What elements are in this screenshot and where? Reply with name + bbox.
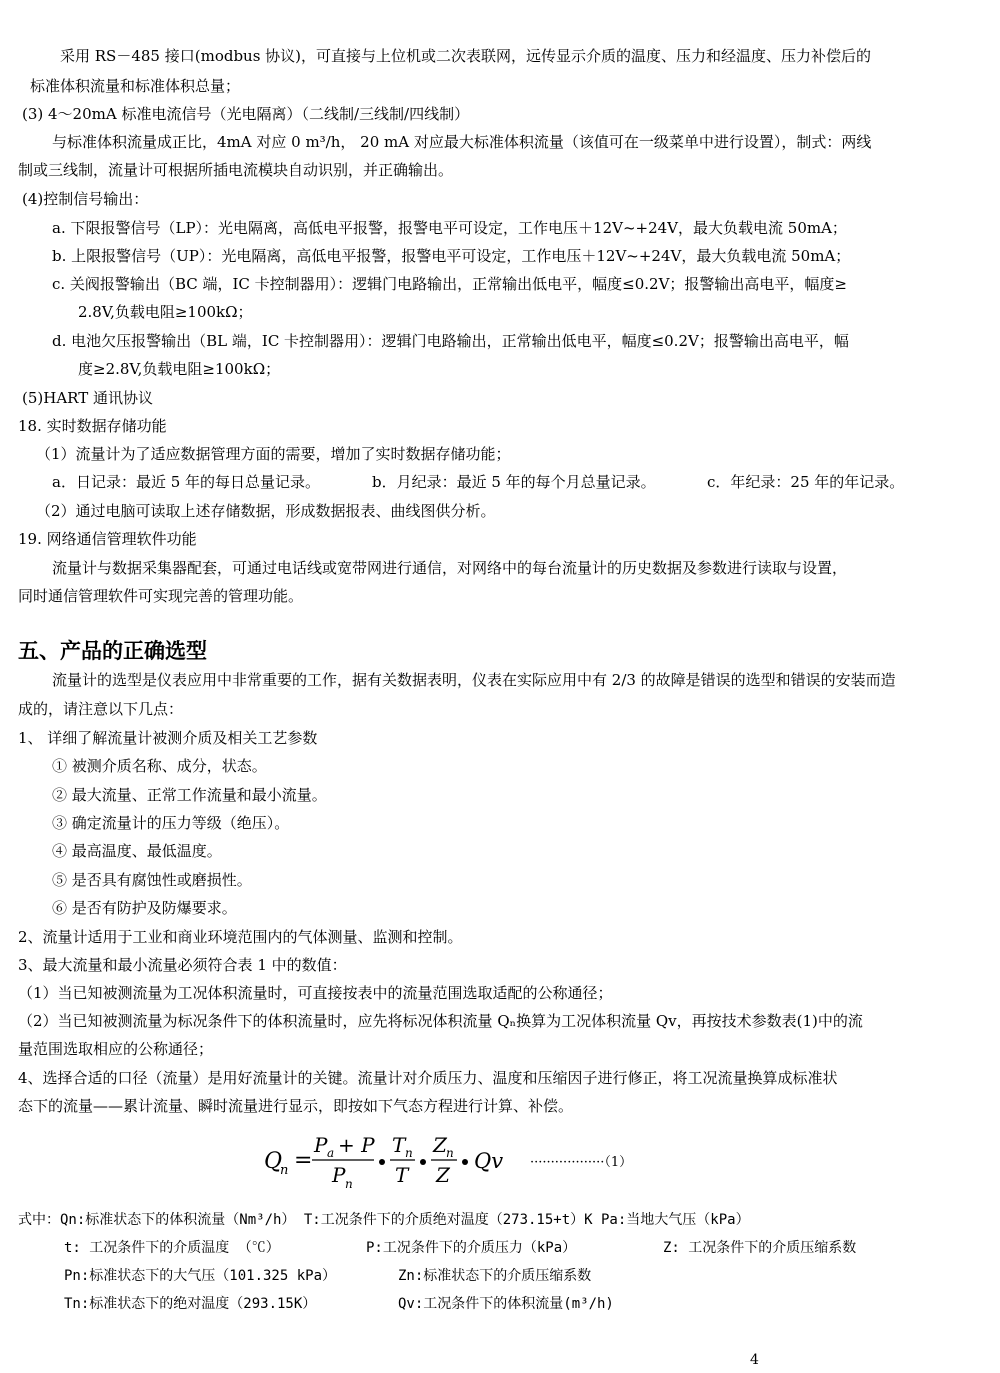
section5-item-4: ④ 最高温度、最低温度。 — [52, 842, 222, 860]
formula-num1: P — [314, 1133, 328, 1157]
item4-d-line-1: d. 电池欠压报警输出（BL 端，IC 卡控制器用）：逻辑门电路输出，正常输出低电平，幅度≤0.2V；报警输出高电平，幅 — [52, 332, 849, 350]
section-5-heading: 五、产品的正确选型 — [18, 639, 207, 663]
section5-point-2: 2、流量计适用于工业和商业环境范围内的气体测量、监测和控制。 — [18, 928, 463, 946]
legend-row-4b: Qv:工况条件下的体积流量(m³/h) — [398, 1296, 614, 1312]
formula-den1: P — [332, 1163, 346, 1187]
item3-line-1: 与标准体积流量成正比，4mA 对应 0 m³/h， 20 mA 对应最大标准体积流量（该值可在一级菜单中进行设置），制式：两线 — [52, 133, 872, 151]
dot-operator-3 — [462, 1159, 468, 1165]
section5-point-3b-line-2: 量范围选取相应的公称通径； — [18, 1040, 214, 1058]
section5-point-4-line-1: 4、选择合适的口径（流量）是用好流量计的关键。流量计对介质压力、温度和压缩因子进行修正，将工况流量换算成标准状 — [18, 1069, 838, 1087]
section19-title: 19. 网络通信管理软件功能 — [18, 530, 197, 548]
section5-item-2: ② 最大流量、正常工作流量和最小流量。 — [52, 786, 327, 804]
formula-lhs: Q — [264, 1149, 283, 1174]
item5-title: (5)HART 通讯协议 — [22, 389, 153, 407]
formula-equals: = — [294, 1148, 313, 1173]
legend-row-3a: Pn:标准状态下的大气压（101.325 kPa） — [64, 1268, 337, 1284]
formula-den1-sub: n — [345, 1177, 353, 1190]
item4-c-line-2: 2.8V,负载电阻≥100kΩ； — [78, 303, 253, 321]
legend-row-2a: t: 工况条件下的介质温度 （℃） — [64, 1240, 280, 1256]
section5-point-4-line-2: 态下的流量——累计流量、瞬时流量进行显示，即按如下气态方程进行计算、补偿。 — [18, 1097, 574, 1115]
page-number: 4 — [750, 1352, 759, 1368]
gas-equation-formula — [262, 1130, 702, 1190]
section5-item-3: ③ 确定流量计的压力等级（绝压）。 — [52, 814, 290, 832]
formula-tail: Qv — [474, 1149, 504, 1173]
section5-point-3: 3、最大流量和最小流量必须符合表 1 中的数值： — [18, 956, 347, 974]
section5-point-1: 1、 详细了解流量计被测介质及相关工艺参数 — [18, 729, 318, 747]
section5-item-6: ⑥ 是否有防护及防爆要求。 — [52, 899, 237, 917]
formula-den3: Z — [436, 1163, 450, 1187]
formula-num2: T — [392, 1133, 406, 1157]
formula-num3-sub: n — [446, 1146, 454, 1160]
intro-line-1: 采用 RS－485 接口(modbus 协议)，可直接与上位机或二次表联网，远传显示介质的温度、压力和经温度、压力补偿后的 — [60, 47, 872, 65]
legend-row-4a: Tn:标准状态下的绝对温度（293.15K） — [64, 1296, 317, 1312]
legend-row-3b: Zn:标准状态下的介质压缩系数 — [398, 1268, 592, 1284]
dot-operator-2 — [420, 1159, 426, 1165]
section5-item-1: ① 被测介质名称、成分，状态。 — [52, 757, 267, 775]
intro-line-2: 标准体积流量和标准体积总量； — [30, 77, 241, 95]
formula-num3: Z — [433, 1133, 447, 1157]
section18-b: b．月纪录：最近 5 年的每个月总量记录。 — [372, 473, 656, 491]
item3-title: (3) 4～20mA 标准电流信号（光电隔离）（二线制/三线制/四线制） — [22, 105, 470, 123]
section18-p1: （1）流量计为了适应数据管理方面的需要，增加了实时数据存储功能； — [36, 445, 511, 463]
section18-title: 18. 实时数据存储功能 — [18, 417, 167, 435]
formula-den2: T — [395, 1163, 409, 1187]
section5-intro-2: 成的，请注意以下几点： — [18, 700, 184, 718]
legend-row-1: 式中：Qn:标准状态下的体积流量（Nm³/h） T:工况条件下的介质绝对温度（273.15+t）K Pa:当地大气压（kPa） — [18, 1212, 750, 1228]
section5-point-3a: （1）当已知被测流量为工况体积流量时，可直接按表中的流量范围选取适配的公称通径； — [18, 984, 613, 1002]
formula-equation-number: ··················（1） — [530, 1155, 633, 1170]
section5-item-5: ⑤ 是否具有腐蚀性或磨损性。 — [52, 871, 252, 889]
section19-line-2: 同时通信管理软件可实现完善的管理功能。 — [18, 587, 304, 605]
item4-title: (4)控制信号输出： — [22, 190, 149, 208]
item4-c-line-1: c. 关阀报警输出（BC 端，IC 卡控制器用）：逻辑门电路输出，正常输出低电平，幅度≤0.2V；报警输出高电平，幅度≥ — [52, 275, 847, 293]
section5-intro-1: 流量计的选型是仪表应用中非常重要的工作，据有关数据表明，仪表在实际应用中有 2/3 的故障是错误的选型和错误的安装而造 — [52, 671, 896, 689]
legend-row-2b: P:工况条件下的介质压力（kPa） — [366, 1240, 577, 1256]
item3-line-2: 制或三线制，流量计可根据所插电流模块自动识别，并正确输出。 — [18, 161, 454, 179]
item4-d-line-2: 度≥2.8V,负载电阻≥100kΩ； — [78, 360, 281, 378]
formula-num2-sub: n — [405, 1146, 413, 1160]
formula-lhs-sub: n — [280, 1163, 289, 1178]
section18-a: a．日记录：最近 5 年的每日总量记录。 — [52, 473, 321, 491]
section19-line-1: 流量计与数据采集器配套，可通过电话线或宽带网进行通信，对网络中的每台流量计的历史数据及参数进行读取与设置， — [52, 559, 848, 577]
formula-num1-rest: + P — [338, 1133, 375, 1157]
item4-a: a. 下限报警信号（LP）：光电隔离，高低电平报警，报警电平可设定，工作电压＋12V~+24V，最大负载电流 50mA； — [52, 219, 847, 237]
legend-row-2c: Z: 工况条件下的介质压缩系数 — [663, 1240, 857, 1256]
item4-b: b. 上限报警信号（UP）：光电隔离，高低电平报警，报警电平可设定，工作电压＋12V~+24V，最大负载电流 50mA； — [52, 247, 851, 265]
section5-point-3b-line-1: （2）当已知被测流量为标况条件下的体积流量时，应先将标况体积流量 Qₙ换算为工况体积流量 Qv，再按技术参数表(1)中的流 — [18, 1012, 863, 1030]
section18-p2: （2）通过电脑可读取上述存储数据，形成数据报表、曲线图供分析。 — [36, 502, 496, 520]
formula-num1-sub: a — [327, 1146, 335, 1160]
section18-c: c．年纪录：25 年的年记录。 — [707, 473, 905, 491]
dot-operator-1 — [379, 1159, 385, 1165]
